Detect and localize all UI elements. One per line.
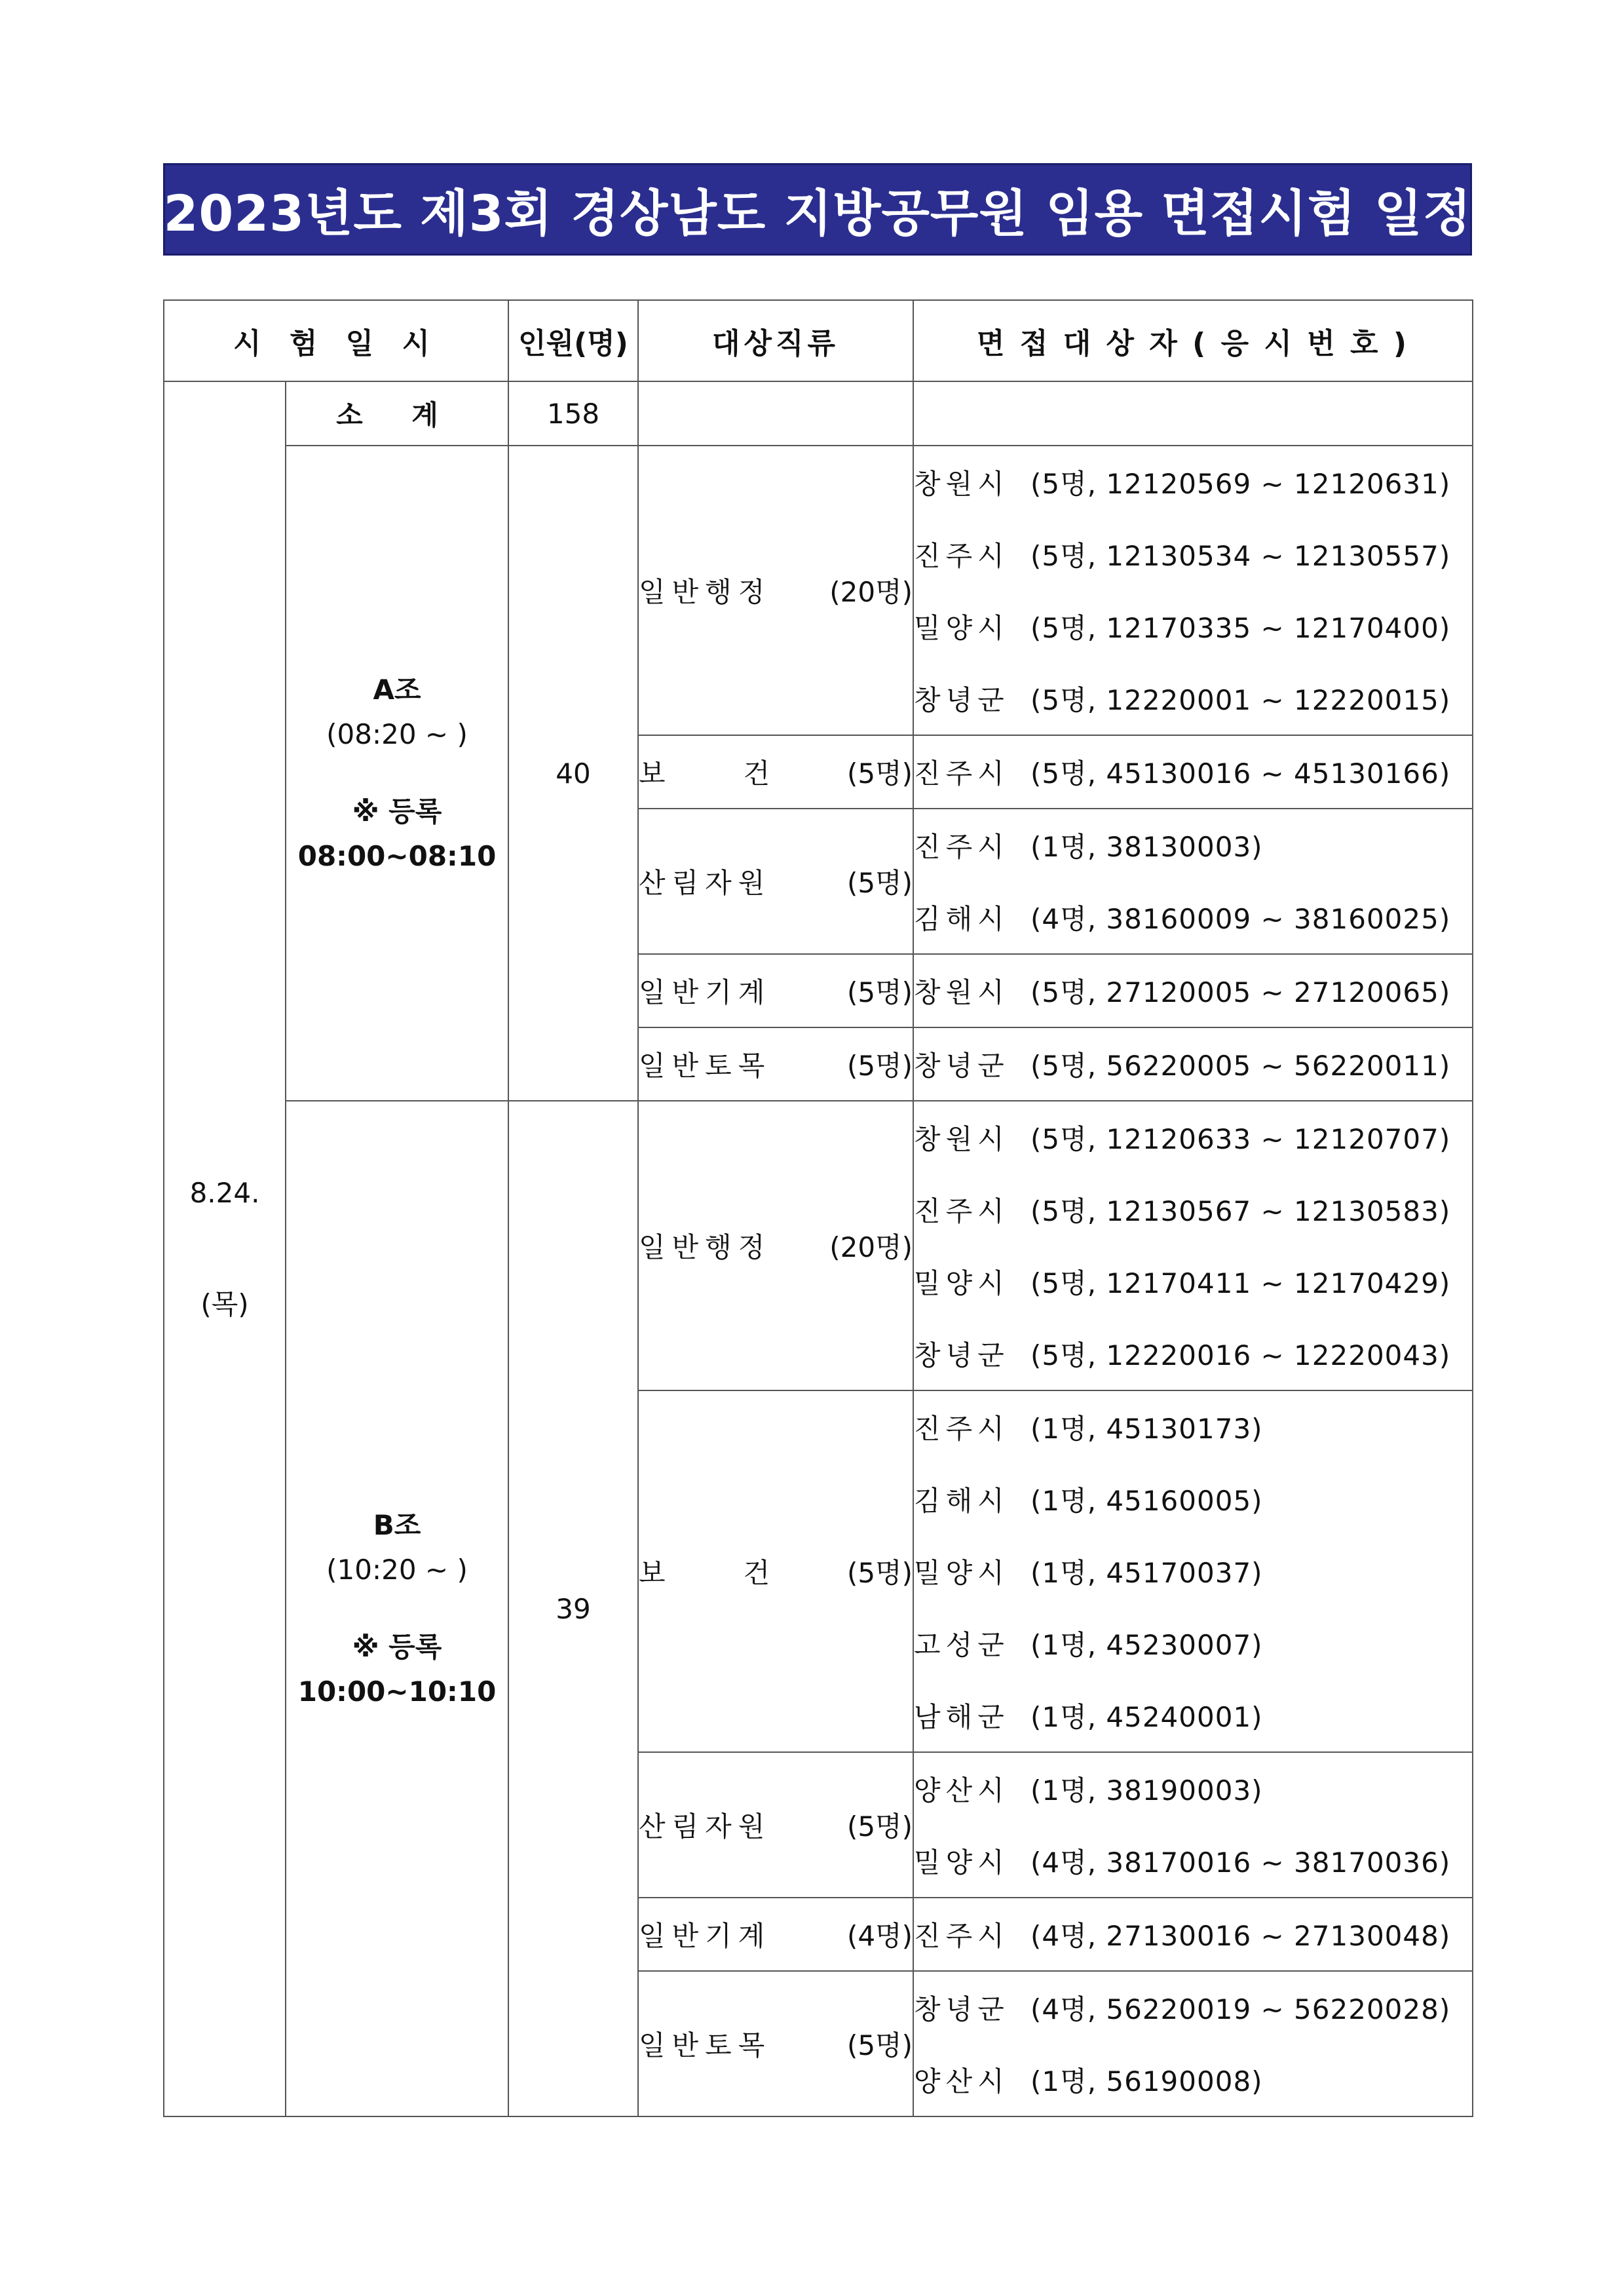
target-city: 밀양시 (914, 1846, 1010, 1879)
target-city: 창녕군 (914, 1050, 1010, 1082)
target-range: (5명, 56220005 ~ 56220011) (1030, 1050, 1451, 1082)
job-headcount: (5명) (846, 1810, 913, 1843)
target-range: (1명, 45230007) (1030, 1629, 1263, 1661)
target-cell (913, 1101, 1473, 1390)
job-headcount: (5명) (846, 2029, 913, 2061)
target-city: 김해시 (914, 1485, 1010, 1517)
document-title (163, 163, 1472, 256)
target-line (914, 736, 1472, 808)
exam-date-day: 8.24. (189, 1177, 260, 1209)
target-city: 창녕군 (914, 1993, 1010, 2025)
group-name: A조 (373, 674, 421, 706)
target-range: (5명, 45130016 ~ 45130166) (1030, 757, 1451, 790)
target-range: (1명, 45170037) (1030, 1557, 1263, 1589)
target-range: (1명, 45160005) (1030, 1485, 1263, 1517)
job-headcount: (4명) (846, 1920, 913, 1952)
target-cell (913, 954, 1473, 1027)
subtotal-row (164, 381, 1473, 446)
job-cell (638, 1027, 913, 1101)
target-line (914, 1679, 1472, 1751)
target-city: 밀양시 (914, 1557, 1010, 1589)
target-range: (4명, 56220019 ~ 56220028) (1030, 1993, 1451, 2025)
target-range: (4명, 38160009 ~ 38160025) (1030, 903, 1451, 935)
target-city: 진주시 (914, 1195, 1010, 1227)
job-row (164, 446, 1473, 735)
job-name: 일반기계 (639, 976, 772, 1008)
job-name: 보 건 (639, 1557, 770, 1589)
target-cell (913, 1898, 1473, 1971)
job-headcount: (5명) (846, 1050, 913, 1082)
target-line (914, 1318, 1472, 1390)
target-line (914, 518, 1472, 590)
target-range: (5명, 12170411 ~ 12170429) (1030, 1267, 1451, 1299)
target-line (914, 1463, 1472, 1535)
job-cell (638, 1101, 913, 1390)
target-range: (5명, 12220016 ~ 12220043) (1030, 1339, 1451, 1371)
target-line (914, 446, 1472, 518)
job-cell (638, 1390, 913, 1752)
job-name: 일반토목 (639, 2029, 772, 2061)
group-cell (286, 446, 508, 1101)
header-count: 인원(명) (508, 300, 638, 381)
subtotal-targets-empty (913, 381, 1473, 446)
header-targets: 면 접 대 상 자 ( 응 시 번 호 ) (913, 300, 1473, 381)
target-line (914, 590, 1472, 662)
target-city: 창원시 (914, 1123, 1010, 1155)
target-range: (5명, 27120005 ~ 27120065) (1030, 976, 1451, 1008)
target-line (914, 955, 1472, 1027)
target-line (914, 1101, 1472, 1174)
group-registration-time: 08:00~08:10 (297, 840, 497, 872)
exam-date (164, 381, 286, 2116)
job-cell (638, 809, 913, 954)
interview-schedule-table (163, 299, 1473, 2117)
subtotal-label: 소 계 (286, 381, 508, 446)
target-line (914, 1972, 1472, 2044)
group-name: B조 (373, 1509, 421, 1541)
group-registration-time: 10:00~10:10 (297, 1675, 497, 1708)
target-range: (1명, 38130003) (1030, 831, 1263, 863)
target-city: 김해시 (914, 903, 1010, 935)
target-line (914, 662, 1472, 735)
target-range: (5명, 12120569 ~ 12120631) (1030, 468, 1451, 500)
job-name: 일반기계 (639, 1920, 772, 1952)
target-range: (5명, 12130567 ~ 12130583) (1030, 1195, 1451, 1227)
group-cell (286, 1101, 508, 2116)
target-range: (4명, 27130016 ~ 27130048) (1030, 1920, 1451, 1952)
job-cell (638, 1971, 913, 2116)
target-city: 진주시 (914, 831, 1010, 863)
target-cell (913, 446, 1473, 735)
target-city: 진주시 (914, 1413, 1010, 1445)
target-range: (5명, 12170335 ~ 12170400) (1030, 612, 1451, 644)
group-count: 40 (508, 446, 638, 1101)
target-range: (1명, 38190003) (1030, 1774, 1263, 1807)
job-name: 보 건 (639, 757, 770, 790)
target-city: 고성군 (914, 1629, 1010, 1661)
job-name: 일반토목 (639, 1050, 772, 1082)
job-headcount: (5명) (846, 867, 913, 899)
target-city: 양산시 (914, 2065, 1010, 2097)
group-registration-label: ※ 등록 (352, 795, 442, 828)
target-cell (913, 1971, 1473, 2116)
target-line (914, 881, 1472, 953)
target-city: 창녕군 (914, 684, 1010, 716)
target-cell (913, 1752, 1473, 1898)
target-cell (913, 735, 1473, 809)
target-cell (913, 809, 1473, 954)
job-name: 일반행정 (639, 1231, 772, 1263)
target-line (914, 1174, 1472, 1246)
target-line (914, 1607, 1472, 1679)
group-time: (08:20 ~ ) (326, 718, 468, 750)
job-cell (638, 735, 913, 809)
job-row (164, 1101, 1473, 1390)
job-cell (638, 1752, 913, 1898)
target-city: 진주시 (914, 540, 1010, 572)
job-headcount: (5명) (846, 757, 913, 790)
target-line (914, 1825, 1472, 1897)
group-registration-label: ※ 등록 (352, 1631, 442, 1663)
target-city: 창녕군 (914, 1339, 1010, 1371)
target-line (914, 1898, 1472, 1970)
target-line (914, 1535, 1472, 1607)
target-line (914, 1391, 1472, 1463)
target-city: 밀양시 (914, 1267, 1010, 1299)
target-city: 진주시 (914, 1920, 1010, 1952)
job-name: 산림자원 (639, 867, 772, 899)
target-city: 진주시 (914, 757, 1010, 790)
target-line (914, 809, 1472, 881)
target-line (914, 1246, 1472, 1318)
header-row (164, 300, 1473, 381)
target-city: 밀양시 (914, 612, 1010, 644)
target-range: (5명, 12130534 ~ 12130557) (1030, 540, 1451, 572)
target-line (914, 1753, 1472, 1825)
job-name: 산림자원 (639, 1810, 772, 1843)
target-cell (913, 1027, 1473, 1101)
job-headcount: (5명) (846, 1557, 913, 1589)
exam-date-weekday: (목) (200, 1288, 249, 1320)
target-city: 양산시 (914, 1774, 1010, 1807)
header-job: 대상직류 (638, 300, 913, 381)
job-name: 일반행정 (639, 576, 772, 608)
target-city: 남해군 (914, 1701, 1010, 1733)
job-cell (638, 446, 913, 735)
target-range: (5명, 12120633 ~ 12120707) (1030, 1123, 1451, 1155)
job-headcount: (5명) (846, 976, 913, 1008)
target-range: (1명, 45240001) (1030, 1701, 1263, 1733)
target-line (914, 1028, 1472, 1100)
target-line (914, 2044, 1472, 2116)
job-cell (638, 1898, 913, 1971)
job-headcount: (20명) (829, 576, 913, 608)
group-time: (10:20 ~ ) (326, 1554, 468, 1586)
target-range: (1명, 56190008) (1030, 2065, 1263, 2097)
job-headcount: (20명) (829, 1231, 913, 1263)
title-text: 2023년도 제3회 경상남도 지방공무원 임용 면접시험 일정 (163, 184, 1472, 242)
subtotal-job-empty (638, 381, 913, 446)
subtotal-count: 158 (508, 381, 638, 446)
target-range: (1명, 45130173) (1030, 1413, 1263, 1445)
target-cell (913, 1390, 1473, 1752)
group-count: 39 (508, 1101, 638, 2116)
header-date-time: 시 험 일 시 (164, 300, 508, 381)
target-range: (5명, 12220001 ~ 12220015) (1030, 684, 1451, 716)
target-city: 창원시 (914, 468, 1010, 500)
target-city: 창원시 (914, 976, 1010, 1008)
job-cell (638, 954, 913, 1027)
target-range: (4명, 38170016 ~ 38170036) (1030, 1846, 1451, 1879)
